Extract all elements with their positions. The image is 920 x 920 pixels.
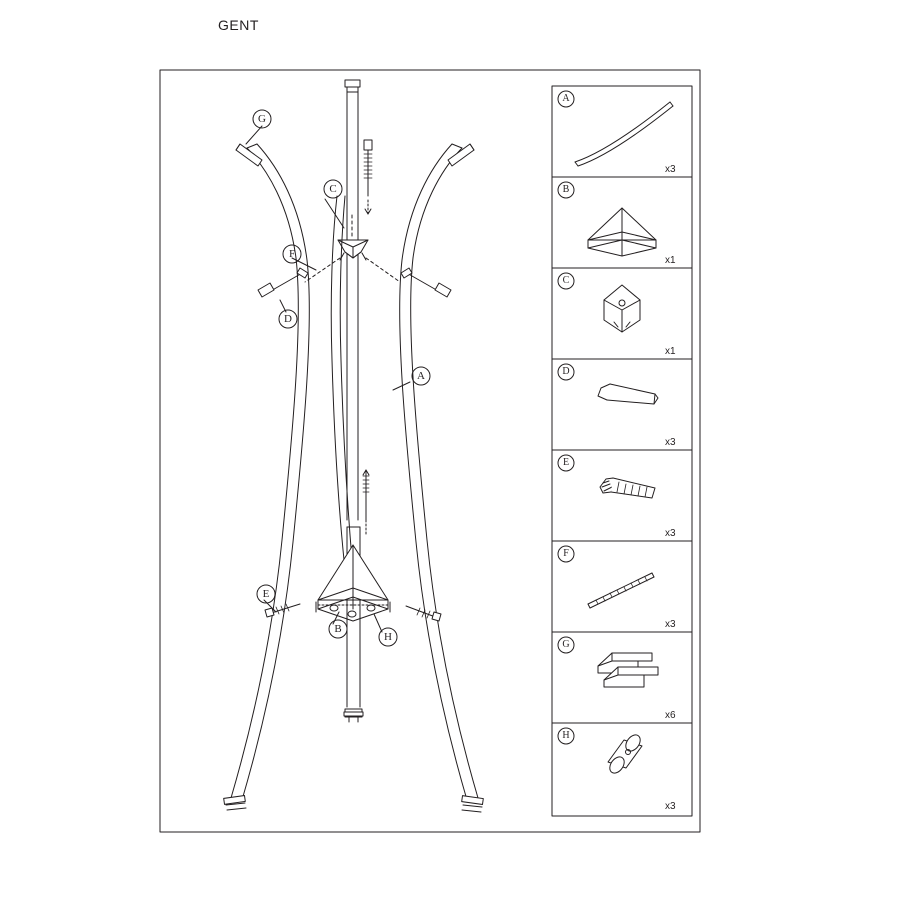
callout-G: G [258, 113, 266, 125]
part-qty-g: x6 [665, 710, 676, 721]
part-qty-e: x3 [665, 528, 676, 539]
page-title: GENT [218, 17, 259, 33]
part-qty-b: x1 [665, 255, 676, 266]
part-letter-d: D [562, 366, 570, 377]
callout-B: B [334, 623, 342, 635]
callout-D: D [284, 313, 292, 325]
callout-E: E [262, 588, 270, 600]
part-letter-e: E [562, 457, 570, 468]
part-letter-b: B [562, 184, 570, 195]
part-qty-h: x3 [665, 801, 676, 812]
part-letter-g: G [562, 639, 570, 650]
callout-C: C [329, 183, 337, 195]
part-letter-a: A [562, 93, 570, 104]
part-qty-c: x1 [665, 346, 676, 357]
callout-H: H [384, 631, 392, 643]
part-qty-d: x3 [665, 437, 676, 448]
part-letter-h: H [562, 730, 570, 741]
part-letter-c: C [562, 275, 570, 286]
part-qty-a: x3 [665, 164, 676, 175]
part-qty-f: x3 [665, 619, 676, 630]
callout-A: A [417, 370, 425, 382]
part-letter-f: F [563, 548, 569, 559]
callout-F: F [288, 248, 296, 260]
